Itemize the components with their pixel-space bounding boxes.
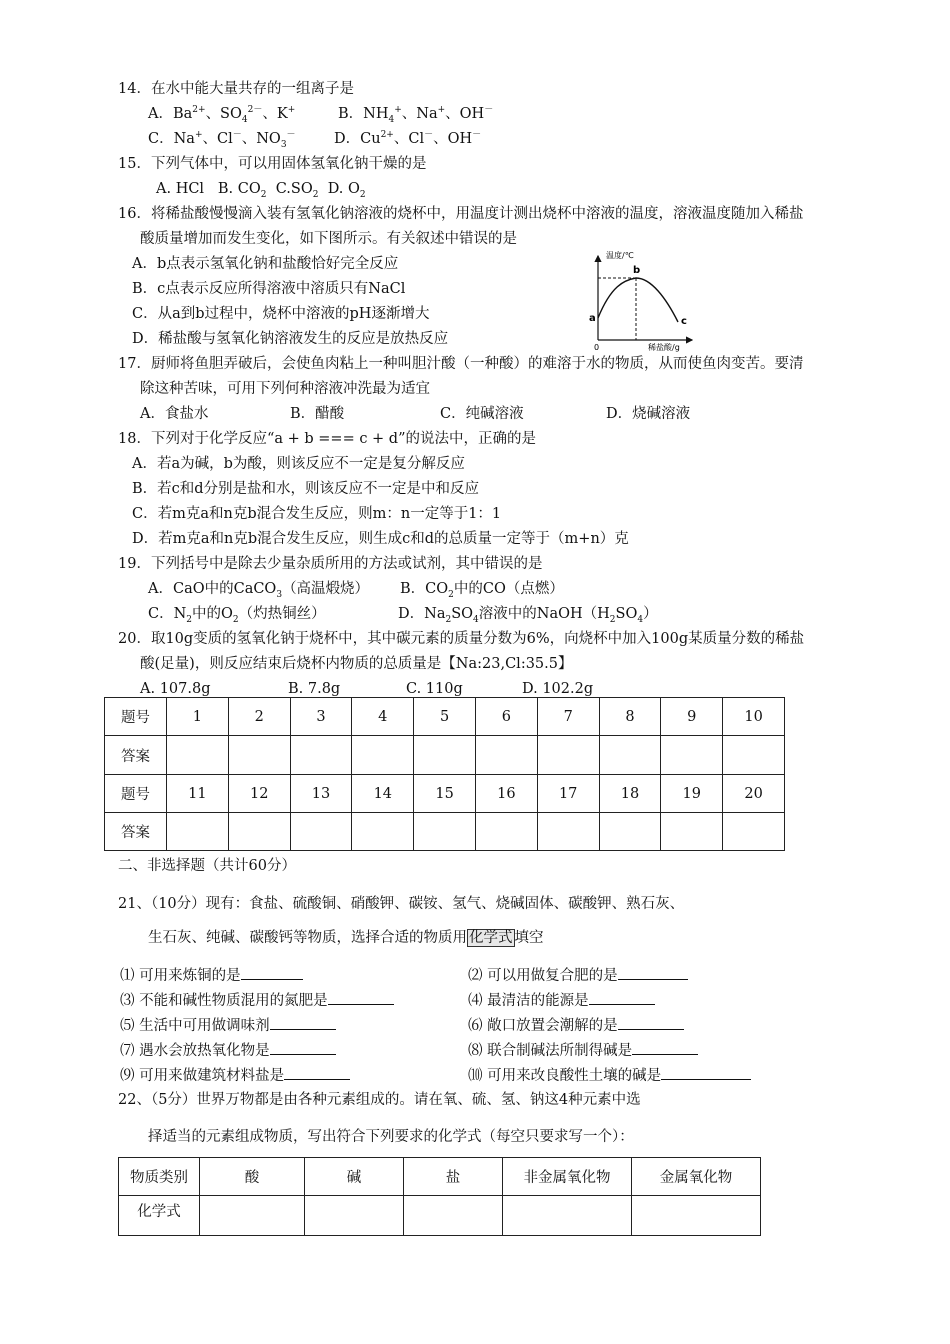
answer-table	[104, 697, 785, 851]
formula-table-row-label: 化学式	[119, 1196, 200, 1236]
q19-option-b: B．$CO_2$中的CO（点燃）	[400, 581, 564, 600]
question-number: 8	[599, 698, 661, 736]
answer-cell[interactable]	[228, 813, 290, 851]
question-number: 4	[352, 698, 414, 736]
temperature-graph	[586, 248, 696, 353]
graph-point-a: a	[589, 313, 596, 324]
question-number: 1	[167, 698, 229, 736]
q18-option-d: D．若m克a和n克b混合发生反应，则生成c和d的总质量一定等于（m+n）克	[132, 531, 629, 547]
q18-option-c: C．若m克a和n克b混合发生反应，则m：n一定等于1：1	[132, 506, 502, 522]
answer-table-label: 题号	[105, 698, 167, 736]
formula-answer-cell[interactable]	[305, 1196, 404, 1236]
answer-blank[interactable]	[618, 1015, 684, 1030]
q20-stem-2: 酸(足量)，则反应结束后烧杯内物质的总质量是【Na:23,Cl:35.5】	[140, 656, 573, 672]
question-number: 17	[537, 775, 599, 813]
q16-stem-1: 16．将稀盐酸慢慢滴入装有氢氧化钠溶液的烧杯中，用温度计测出烧杯中溶液的温度，溶液温度随加入稀盐	[118, 206, 804, 222]
question-number: 2	[228, 698, 290, 736]
graph-y-label: 温度/℃	[606, 251, 634, 260]
formula-answer-cell[interactable]	[200, 1196, 305, 1236]
answer-blank[interactable]	[618, 965, 688, 980]
q21-item-3: ⑶ 不能和碱性物质混用的氮肥是	[120, 990, 394, 1011]
answer-cell[interactable]	[167, 736, 229, 775]
answer-cell[interactable]	[290, 736, 352, 775]
q21-item-8: ⑻ 联合制碱法所制得碱是	[468, 1040, 698, 1061]
formula-table-header: 金属氧化物	[632, 1158, 761, 1196]
graph-point-b: b	[633, 265, 641, 276]
question-number: 19	[661, 775, 723, 813]
q20-option-b: B. 7.8g	[288, 681, 341, 697]
formula-answer-cell[interactable]	[632, 1196, 761, 1236]
q21-item-1: ⑴ 可用来炼铜的是	[120, 965, 303, 986]
graph-point-c: c	[681, 316, 687, 327]
q15-stem: 15．下列气体中，可以用固体氢氧化钠干燥的是	[118, 156, 427, 172]
q20-stem-1: 20．取10g变质的氢氧化钠于烧杯中，其中碳元素的质量分数为6%，向烧杯中加入100g某质量分数的稀盐	[118, 631, 805, 647]
q19-option-c: C．$N_2$中的$O_2$（灼热铜丝）	[148, 606, 326, 625]
q17-option-a: A．食盐水	[140, 406, 209, 422]
q14-option-d: D．$Cu^{2+}$、Cl－、OH－	[334, 130, 482, 147]
answer-blank[interactable]	[661, 1065, 751, 1080]
answer-blank[interactable]	[328, 990, 394, 1005]
answer-blank[interactable]	[589, 990, 655, 1005]
q21-item-2: ⑵ 可以用做复合肥的是	[468, 965, 688, 986]
answer-table-row-answers-2	[105, 813, 785, 851]
formula-answer-cell[interactable]	[503, 1196, 632, 1236]
q20-option-c: C. 110g	[406, 681, 463, 697]
q21-item-7: ⑺ 遇水会放热氧化物是	[120, 1040, 336, 1061]
q17-option-d: D．烧碱溶液	[606, 406, 691, 422]
q14-option-a: A．$Ba^{2+}$、$SO_4^{2-}$、K+	[148, 105, 296, 125]
q17-option-c: C．纯碱溶液	[440, 406, 524, 422]
answer-cell[interactable]	[599, 736, 661, 775]
formula-table-header: 物质类别	[119, 1158, 200, 1196]
answer-cell[interactable]	[723, 736, 785, 775]
q14-option-b: B．$NH_4^+$、Na+、OH－	[338, 105, 494, 125]
answer-cell[interactable]	[475, 813, 537, 851]
answer-cell[interactable]	[599, 813, 661, 851]
answer-cell[interactable]	[290, 813, 352, 851]
q22-stem-1: 22、（5分）世界万物都是由各种元素组成的。请在氧、硫、氢、钠这4种元素中选	[118, 1092, 641, 1108]
answer-blank[interactable]	[632, 1040, 698, 1055]
question-number: 13	[290, 775, 352, 813]
answer-table-row-numbers-2	[105, 775, 785, 813]
answer-table-label: 题号	[105, 775, 167, 813]
formula-table-header: 非金属氧化物	[503, 1158, 632, 1196]
question-number: 7	[537, 698, 599, 736]
q21-item-6: ⑹ 敞口放置会潮解的是	[468, 1015, 684, 1036]
q20-option-a: A. 107.8g	[140, 681, 211, 697]
q21-item-9: ⑼ 可用来做建筑材料盐是	[120, 1065, 350, 1086]
answer-blank[interactable]	[241, 965, 303, 980]
q16-option-b: B．c点表示反应所得溶液中溶质只有NaCl	[132, 281, 406, 297]
answer-cell[interactable]	[228, 736, 290, 775]
q16-option-d: D．稀盐酸与氢氧化钠溶液发生的反应是放热反应	[132, 331, 449, 347]
answer-blank[interactable]	[284, 1065, 350, 1080]
q18-option-b: B．若c和d分别是盐和水，则该反应不一定是中和反应	[132, 481, 480, 497]
chemical-formula-table	[118, 1157, 761, 1236]
q15-options: A. HCl B. $CO_2$ $C.SO_2$ D. $O_2$	[156, 181, 366, 200]
q19-stem: 19．下列括号中是除去少量杂质所用的方法或试剂，其中错误的是	[118, 556, 543, 572]
answer-cell[interactable]	[475, 736, 537, 775]
q18-option-a: A．若a为碱，b为酸，则该反应不一定是复分解反应	[132, 456, 465, 472]
answer-table-label: 答案	[105, 736, 167, 775]
formula-table-header: 碱	[305, 1158, 404, 1196]
formula-table-header-row	[119, 1158, 761, 1196]
question-number: 14	[352, 775, 414, 813]
answer-cell[interactable]	[167, 813, 229, 851]
formula-table-answer-row	[119, 1196, 761, 1236]
answer-cell[interactable]	[414, 736, 476, 775]
answer-cell[interactable]	[352, 813, 414, 851]
q21-stem-1: 21、（10分）现有：食盐、硫酸铜、硝酸钾、碳铵、氢气、烧碱固体、碳酸钾、熟石灰、	[118, 896, 685, 912]
answer-table-row-answers-1	[105, 736, 785, 775]
answer-blank[interactable]	[270, 1040, 336, 1055]
question-number: 16	[475, 775, 537, 813]
q14-stem: 14．在水中能大量共存的一组离子是	[118, 81, 354, 97]
question-number: 6	[475, 698, 537, 736]
answer-cell[interactable]	[537, 736, 599, 775]
q17-stem-1: 17．厨师将鱼胆弄破后，会使鱼肉粘上一种叫胆汁酸（一种酸）的难溶于水的物质，从而使鱼肉变苦。要清	[118, 356, 804, 372]
q17-stem-2: 除这种苦味，可用下列何种溶液冲洗最为适宜	[140, 381, 430, 397]
formula-answer-cell[interactable]	[404, 1196, 503, 1236]
answer-cell[interactable]	[661, 736, 723, 775]
answer-blank[interactable]	[270, 1015, 336, 1030]
q21-item-10: ⑽ 可用来改良酸性土壤的碱是	[468, 1065, 751, 1086]
question-number: 5	[414, 698, 476, 736]
answer-cell[interactable]	[352, 736, 414, 775]
question-number: 18	[599, 775, 661, 813]
formula-table-header: 酸	[200, 1158, 305, 1196]
q19-option-d: D．$Na_2SO_4$溶液中的$NaOH(H_2SO_4)$	[398, 606, 658, 625]
question-number: 11	[167, 775, 229, 813]
highlight-chemical-formula: 化学式	[469, 930, 513, 946]
question-number: 12	[228, 775, 290, 813]
question-number: 3	[290, 698, 352, 736]
graph-origin: 0	[594, 343, 600, 352]
q21-item-4: ⑷ 最清洁的能源是	[468, 990, 655, 1011]
q14-option-c: C．Na+、Cl－、$NO_3^-$	[148, 130, 296, 150]
answer-cell[interactable]	[414, 813, 476, 851]
q21-stem-2: 生石灰、纯碱、碳酸钙等物质，选择合适的物质用 化学式 填空	[148, 930, 544, 946]
question-number: 15	[414, 775, 476, 813]
q16-stem-2: 酸质量增加而发生变化，如下图所示。有关叙述中错误的是	[140, 231, 517, 247]
question-number: 10	[723, 698, 785, 736]
answer-cell[interactable]	[661, 813, 723, 851]
graph-curve	[598, 278, 678, 322]
answer-cell[interactable]	[723, 813, 785, 851]
question-number: 20	[723, 775, 785, 813]
answer-table-row-numbers-1	[105, 698, 785, 736]
graph-x-label: 稀盐酸/g	[648, 343, 680, 352]
q19-option-a: A．CaO中的CaCO$_3$（高温煅烧）	[148, 581, 370, 600]
q16-option-a: A．b点表示氢氧化钠和盐酸恰好完全反应	[132, 256, 399, 272]
q20-option-d: D. 102.2g	[522, 681, 594, 697]
q17-option-b: B．醋酸	[290, 406, 345, 422]
q16-option-c: C．从a到b过程中，烧杯中溶液的pH逐渐增大	[132, 306, 430, 322]
section-2-heading: 二、非选择题（共计60分）	[118, 858, 296, 874]
answer-table-label: 答案	[105, 813, 167, 851]
q22-stem-2: 择适当的元素组成物质，写出符合下列要求的化学式（每空只要求写一个）：	[148, 1129, 634, 1145]
answer-cell[interactable]	[537, 813, 599, 851]
formula-table-header: 盐	[404, 1158, 503, 1196]
q21-item-5: ⑸ 生活中可用做调味剂	[120, 1015, 336, 1036]
question-number: 9	[661, 698, 723, 736]
q18-stem: 18．下列对于化学反应“a + b === c + d”的说法中，正确的是	[118, 431, 537, 447]
